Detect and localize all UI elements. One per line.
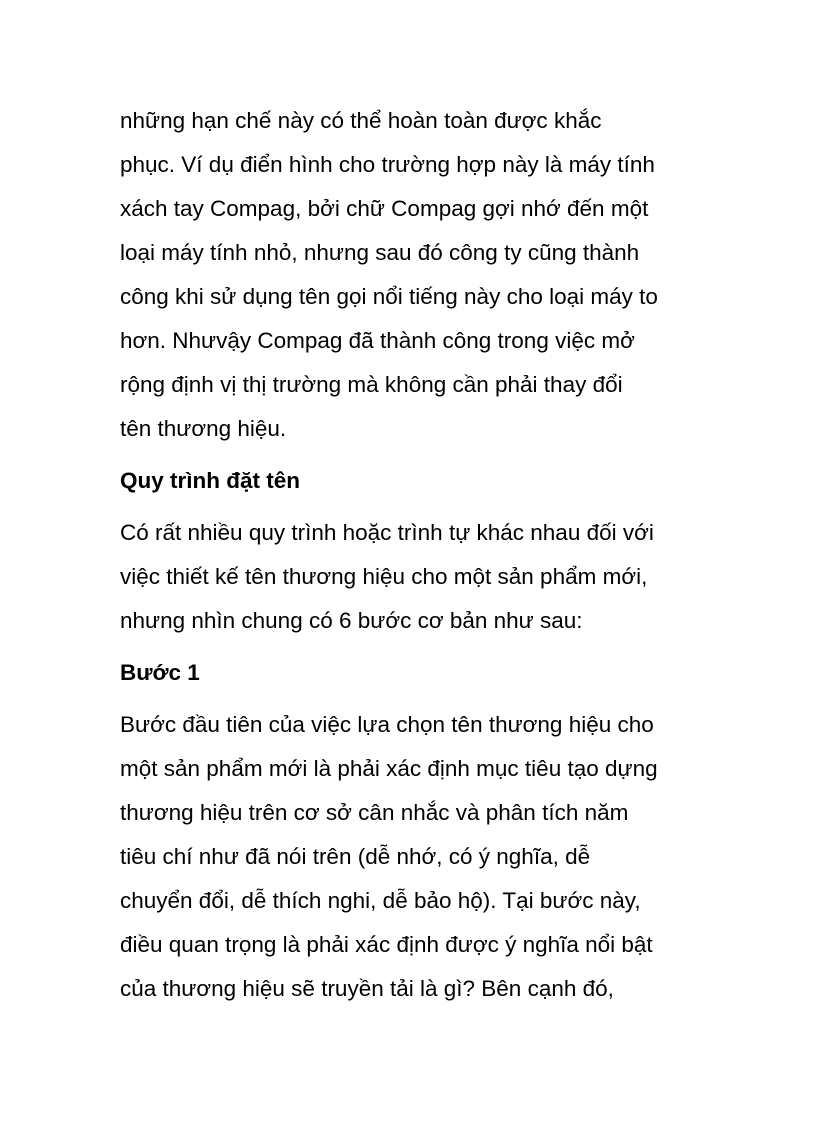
- text-line: rộng định vị thị trường mà không cần phải thay đổi: [120, 372, 623, 397]
- text-line: tiêu chí như đã nói trên (dễ nhớ, có ý nghĩa, dễ: [120, 844, 591, 869]
- section-heading-naming-process: Quy trình đặt tên: [120, 468, 300, 493]
- text-line: công khi sử dụng tên gọi nổi tiếng này cho loại máy to: [120, 284, 658, 309]
- text-line: Bước đầu tiên của việc lựa chọn tên thương hiệu cho: [120, 712, 654, 737]
- text-line: chuyển đổi, dễ thích nghi, dễ bảo hộ). Tại bước này,: [120, 888, 641, 913]
- text-line: xách tay Compag, bởi chữ Compag gợi nhớ đến một: [120, 196, 649, 221]
- text-line: việc thiết kế tên thương hiệu cho một sản phẩm mới,: [120, 564, 648, 589]
- text-line: điều quan trọng là phải xác định được ý nghĩa nổi bật: [120, 932, 653, 957]
- text-line: những hạn chế này có thể hoàn toàn được khắc: [120, 108, 602, 133]
- text-line: một sản phẩm mới là phải xác định mục tiêu tạo dựng: [120, 756, 658, 781]
- paragraph-intro: [120, 99, 720, 451]
- document-page: [120, 99, 720, 1011]
- text-line: tên thương hiệu.: [120, 416, 287, 441]
- text-line: thương hiệu trên cơ sở cân nhắc và phân tích năm: [120, 800, 629, 825]
- section-heading-step-1: Bước 1: [120, 660, 200, 685]
- paragraph-naming-process: [120, 511, 720, 643]
- text-line: nhưng nhìn chung có 6 bước cơ bản như sau:: [120, 608, 583, 633]
- text-line: loại máy tính nhỏ, nhưng sau đó công ty cũng thành: [120, 240, 640, 265]
- text-line: Có rất nhiều quy trình hoặc trình tự khác nhau đối với: [120, 520, 654, 545]
- text-line: phục. Ví dụ điển hình cho trường hợp này là máy tính: [120, 152, 655, 177]
- paragraph-step-1: [120, 703, 720, 1011]
- text-line: hơn. Nhưvậy Compag đã thành công trong việc mở: [120, 328, 635, 353]
- text-line: của thương hiệu sẽ truyền tải là gì? Bên cạnh đó,: [120, 976, 614, 1001]
